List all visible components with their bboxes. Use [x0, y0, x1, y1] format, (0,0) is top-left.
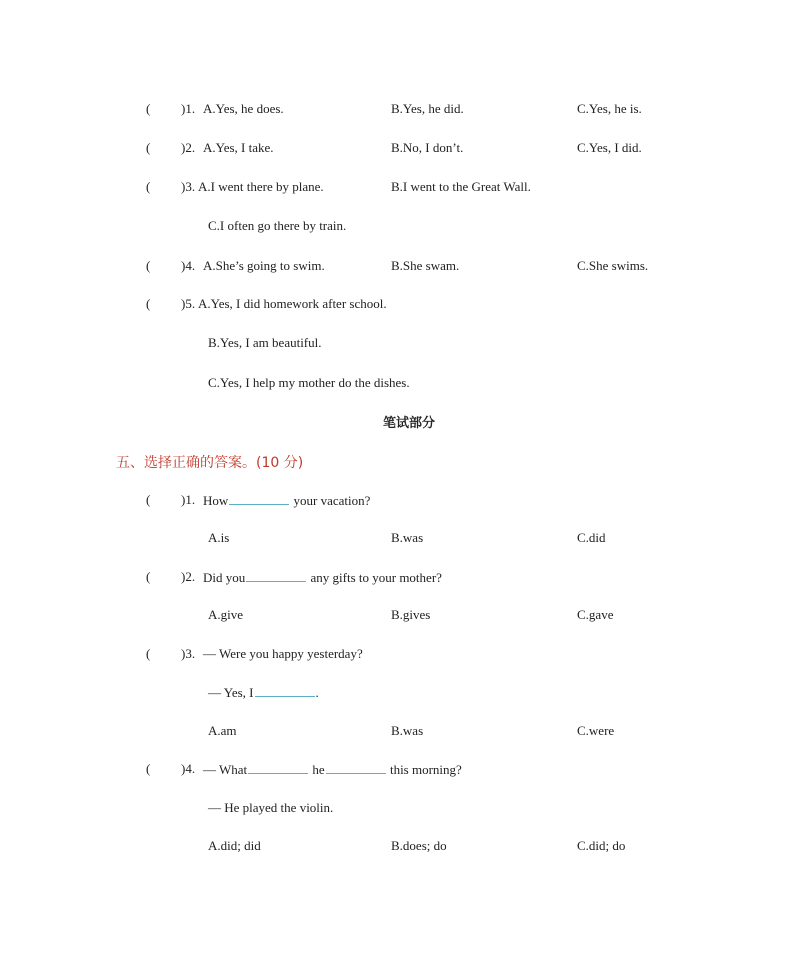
option-b: B.gives: [391, 607, 431, 622]
option-b: B.I went to the Great Wall.: [391, 179, 531, 194]
option-b: B.Yes, he did.: [391, 101, 464, 116]
question-number: )4.: [181, 258, 196, 273]
option-b: B.She swam.: [391, 258, 460, 273]
stem-post: any gifts to your mother?: [310, 570, 442, 585]
question-stem: [203, 492, 370, 509]
option-a: A.Yes, I take.: [203, 140, 274, 155]
question-number: )2.: [181, 140, 196, 155]
answer-paren: (: [146, 296, 151, 311]
answer-blank-2[interactable]: [326, 761, 386, 774]
answer-paren: (: [146, 179, 151, 194]
answer-blank[interactable]: [246, 569, 306, 582]
question-line2: [208, 684, 319, 701]
option-c: C.She swims.: [577, 258, 649, 273]
option-b: B.does; do: [391, 838, 447, 853]
question-number: )4.: [181, 761, 196, 776]
question-number: )2.: [181, 569, 196, 584]
option-a: A.is: [208, 530, 230, 545]
answer-paren: (: [146, 492, 151, 507]
question-number: )5.: [181, 296, 196, 311]
answer-blank[interactable]: [255, 684, 315, 697]
option-b: B.was: [391, 723, 424, 738]
option-c: C.I often go there by train.: [208, 218, 347, 233]
option-c: C.gave: [577, 607, 614, 622]
answer-paren: (: [146, 646, 151, 661]
option-b: B.was: [391, 530, 424, 545]
option-c: C.were: [577, 723, 615, 738]
answer-paren: (: [146, 140, 151, 155]
question-line2: — He played the violin.: [208, 800, 334, 815]
stem-pre: — Yes, I: [208, 685, 254, 700]
option-c: C.did; do: [577, 838, 626, 853]
stem-pre: — What: [203, 762, 248, 777]
option-a: A.am: [208, 723, 237, 738]
stem-pre: Did you: [203, 570, 246, 585]
stem-post: your vacation?: [293, 493, 371, 508]
option-a: A.give: [208, 607, 244, 622]
option-a: A.Yes, I did homework after school.: [198, 296, 387, 311]
answer-paren: (: [146, 569, 151, 584]
stem-post: .: [315, 685, 319, 700]
section-heading: 五、选择正确的答案。(10 分): [116, 455, 304, 471]
question-number: )3.: [181, 646, 196, 661]
option-c: C.did: [577, 530, 606, 545]
option-a: A.She’s going to swim.: [203, 258, 325, 273]
answer-blank[interactable]: [229, 492, 289, 505]
answer-blank-1[interactable]: [248, 761, 308, 774]
question-stem: [203, 569, 442, 586]
option-a: A.Yes, he does.: [203, 101, 284, 116]
option-c: C.Yes, he is.: [577, 101, 642, 116]
option-a: A.I went there by plane.: [198, 179, 324, 194]
stem-mid: he: [312, 762, 325, 777]
option-c: C.Yes, I did.: [577, 140, 642, 155]
stem-pre: How: [203, 493, 229, 508]
written-part-title: 笔试部分: [383, 416, 436, 431]
answer-paren: (: [146, 761, 151, 776]
option-c: C.Yes, I help my mother do the dishes.: [208, 375, 410, 390]
answer-paren: (: [146, 101, 151, 116]
question-line1: — Were you happy yesterday?: [203, 646, 363, 661]
option-a: A.did; did: [208, 838, 261, 853]
question-line1: [203, 761, 462, 778]
option-b: B.Yes, I am beautiful.: [208, 335, 322, 350]
question-number: )1.: [181, 101, 196, 116]
question-number: )1.: [181, 492, 196, 507]
stem-post: this morning?: [389, 762, 462, 777]
answer-paren: (: [146, 258, 151, 273]
option-b: B.No, I don’t.: [391, 140, 464, 155]
question-number: )3.: [181, 179, 196, 194]
